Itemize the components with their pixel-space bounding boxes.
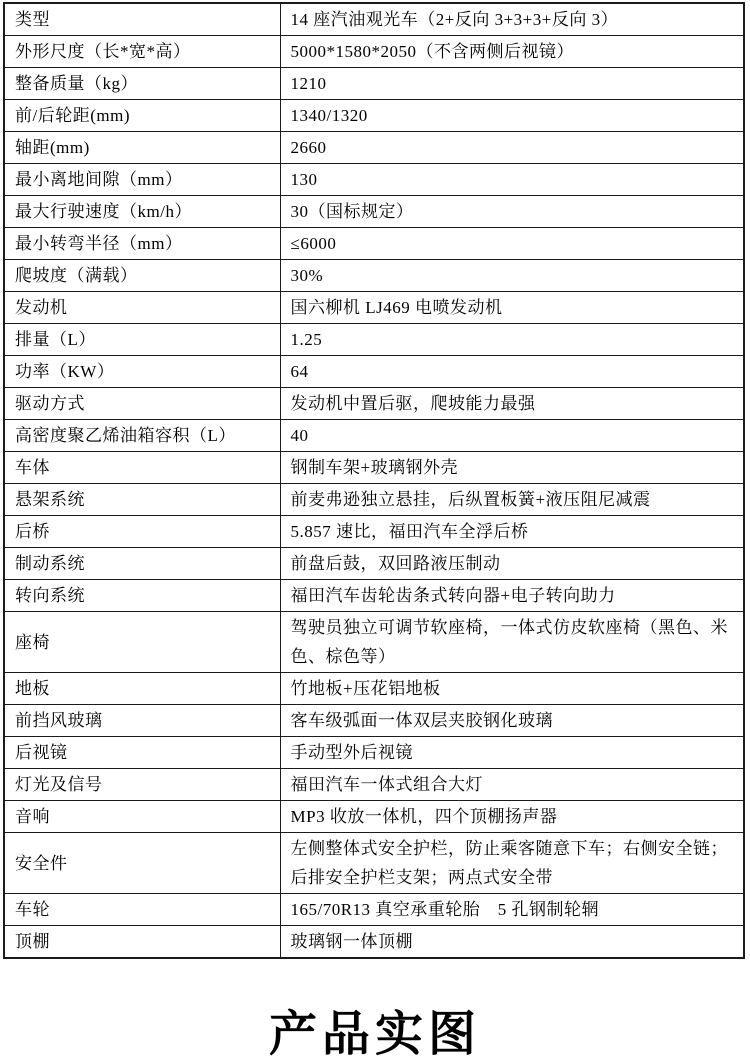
spec-label-cell: 车轮 <box>4 894 280 926</box>
spec-label-cell: 功率（KW） <box>4 356 280 388</box>
spec-row <box>4 612 744 673</box>
spec-row <box>4 548 744 580</box>
spec-row <box>4 164 744 196</box>
section-heading: 产品实图 <box>268 1008 481 1061</box>
spec-value-cell: 福田汽车一体式组合大灯 <box>280 769 744 801</box>
spec-label-cell: 轴距(mm) <box>4 132 280 164</box>
spec-label-cell: 前挡风玻璃 <box>4 705 280 737</box>
spec-row <box>4 705 744 737</box>
spec-value-cell: 前麦弗逊独立悬挂，后纵置板簧+液压阻尼减震 <box>280 484 744 516</box>
spec-row <box>4 100 744 132</box>
spec-row <box>4 356 744 388</box>
spec-label-cell: 高密度聚乙烯油箱容积（L） <box>4 420 280 452</box>
spec-label-cell: 音响 <box>4 801 280 833</box>
spec-row <box>4 894 744 926</box>
spec-row <box>4 769 744 801</box>
spec-label-cell: 爬坡度（满载） <box>4 260 280 292</box>
spec-label-cell: 排量（L） <box>4 324 280 356</box>
spec-label-cell: 后桥 <box>4 516 280 548</box>
spec-value-cell: 2660 <box>280 132 744 164</box>
spec-label-cell: 最小转弯半径（mm） <box>4 228 280 260</box>
spec-value-cell: 130 <box>280 164 744 196</box>
spec-value-cell: 左侧整体式安全护栏，防止乘客随意下车；右侧安全链；后排安全护栏支架；两点式安全带 <box>280 833 744 894</box>
spec-label-cell: 悬架系统 <box>4 484 280 516</box>
spec-value-cell: ≤6000 <box>280 228 744 260</box>
spec-label-cell: 制动系统 <box>4 548 280 580</box>
spec-value-cell: 前盘后鼓，双回路液压制动 <box>280 548 744 580</box>
spec-row <box>4 260 744 292</box>
spec-label-cell: 灯光及信号 <box>4 769 280 801</box>
spec-label-cell: 车体 <box>4 452 280 484</box>
spec-value-cell: 5.857 速比，福田汽车全浮后桥 <box>280 516 744 548</box>
spec-row <box>4 228 744 260</box>
spec-value-cell: 30（国标规定） <box>280 196 744 228</box>
spec-value-cell: 玻璃钢一体顶棚 <box>280 926 744 959</box>
spec-label-cell: 整备质量（kg） <box>4 68 280 100</box>
spec-value-cell: 64 <box>280 356 744 388</box>
spec-row <box>4 484 744 516</box>
spec-value-cell: 30% <box>280 260 744 292</box>
spec-label-cell: 安全件 <box>4 833 280 894</box>
spec-value-cell: 14 座汽油观光车（2+反向 3+3+3+反向 3） <box>280 3 744 36</box>
spec-row <box>4 68 744 100</box>
spec-label-cell: 外形尺度（长*宽*高） <box>4 36 280 68</box>
spec-label-cell: 转向系统 <box>4 580 280 612</box>
spec-value-cell: MP3 收放一体机，四个顶棚扬声器 <box>280 801 744 833</box>
spec-label-cell: 地板 <box>4 673 280 705</box>
spec-value-cell: 国六柳机 LJ469 电喷发动机 <box>280 292 744 324</box>
spec-table <box>3 2 745 959</box>
spec-row <box>4 516 744 548</box>
spec-label-cell: 最大行驶速度（km/h） <box>4 196 280 228</box>
spec-row <box>4 452 744 484</box>
spec-label-cell: 顶棚 <box>4 926 280 959</box>
spec-label-cell: 类型 <box>4 3 280 36</box>
spec-value-cell: 驾驶员独立可调节软座椅，一体式仿皮软座椅（黑色、米色、棕色等） <box>280 612 744 673</box>
spec-row <box>4 132 744 164</box>
spec-value-cell: 5000*1580*2050（不含两侧后视镜） <box>280 36 744 68</box>
spec-row <box>4 737 744 769</box>
spec-row <box>4 673 744 705</box>
spec-row <box>4 324 744 356</box>
spec-label-cell: 驱动方式 <box>4 388 280 420</box>
spec-row <box>4 926 744 959</box>
spec-value-cell: 客车级弧面一体双层夹胶钢化玻璃 <box>280 705 744 737</box>
spec-label-cell: 前/后轮距(mm) <box>4 100 280 132</box>
spec-label-cell: 最小离地间隙（mm） <box>4 164 280 196</box>
spec-value-cell: 发动机中置后驱，爬坡能力最强 <box>280 388 744 420</box>
spec-value-cell: 1210 <box>280 68 744 100</box>
spec-value-cell: 40 <box>280 420 744 452</box>
spec-row <box>4 833 744 894</box>
spec-value-cell: 1340/1320 <box>280 100 744 132</box>
spec-value-cell: 钢制车架+玻璃钢外壳 <box>280 452 744 484</box>
spec-row <box>4 388 744 420</box>
spec-value-cell: 手动型外后视镜 <box>280 737 744 769</box>
spec-row <box>4 420 744 452</box>
spec-row <box>4 36 744 68</box>
spec-table-body <box>4 3 744 958</box>
spec-row <box>4 3 744 36</box>
spec-value-cell: 1.25 <box>280 324 744 356</box>
spec-label-cell: 后视镜 <box>4 737 280 769</box>
spec-label-cell: 发动机 <box>4 292 280 324</box>
spec-row <box>4 196 744 228</box>
spec-value-cell: 福田汽车齿轮齿条式转向器+电子转向助力 <box>280 580 744 612</box>
spec-row <box>4 292 744 324</box>
spec-value-cell: 165/70R13 真空承重轮胎 5 孔钢制轮辋 <box>280 894 744 926</box>
spec-row <box>4 580 744 612</box>
spec-label-cell: 座椅 <box>4 612 280 673</box>
spec-value-cell: 竹地板+压花铝地板 <box>280 673 744 705</box>
spec-row <box>4 801 744 833</box>
